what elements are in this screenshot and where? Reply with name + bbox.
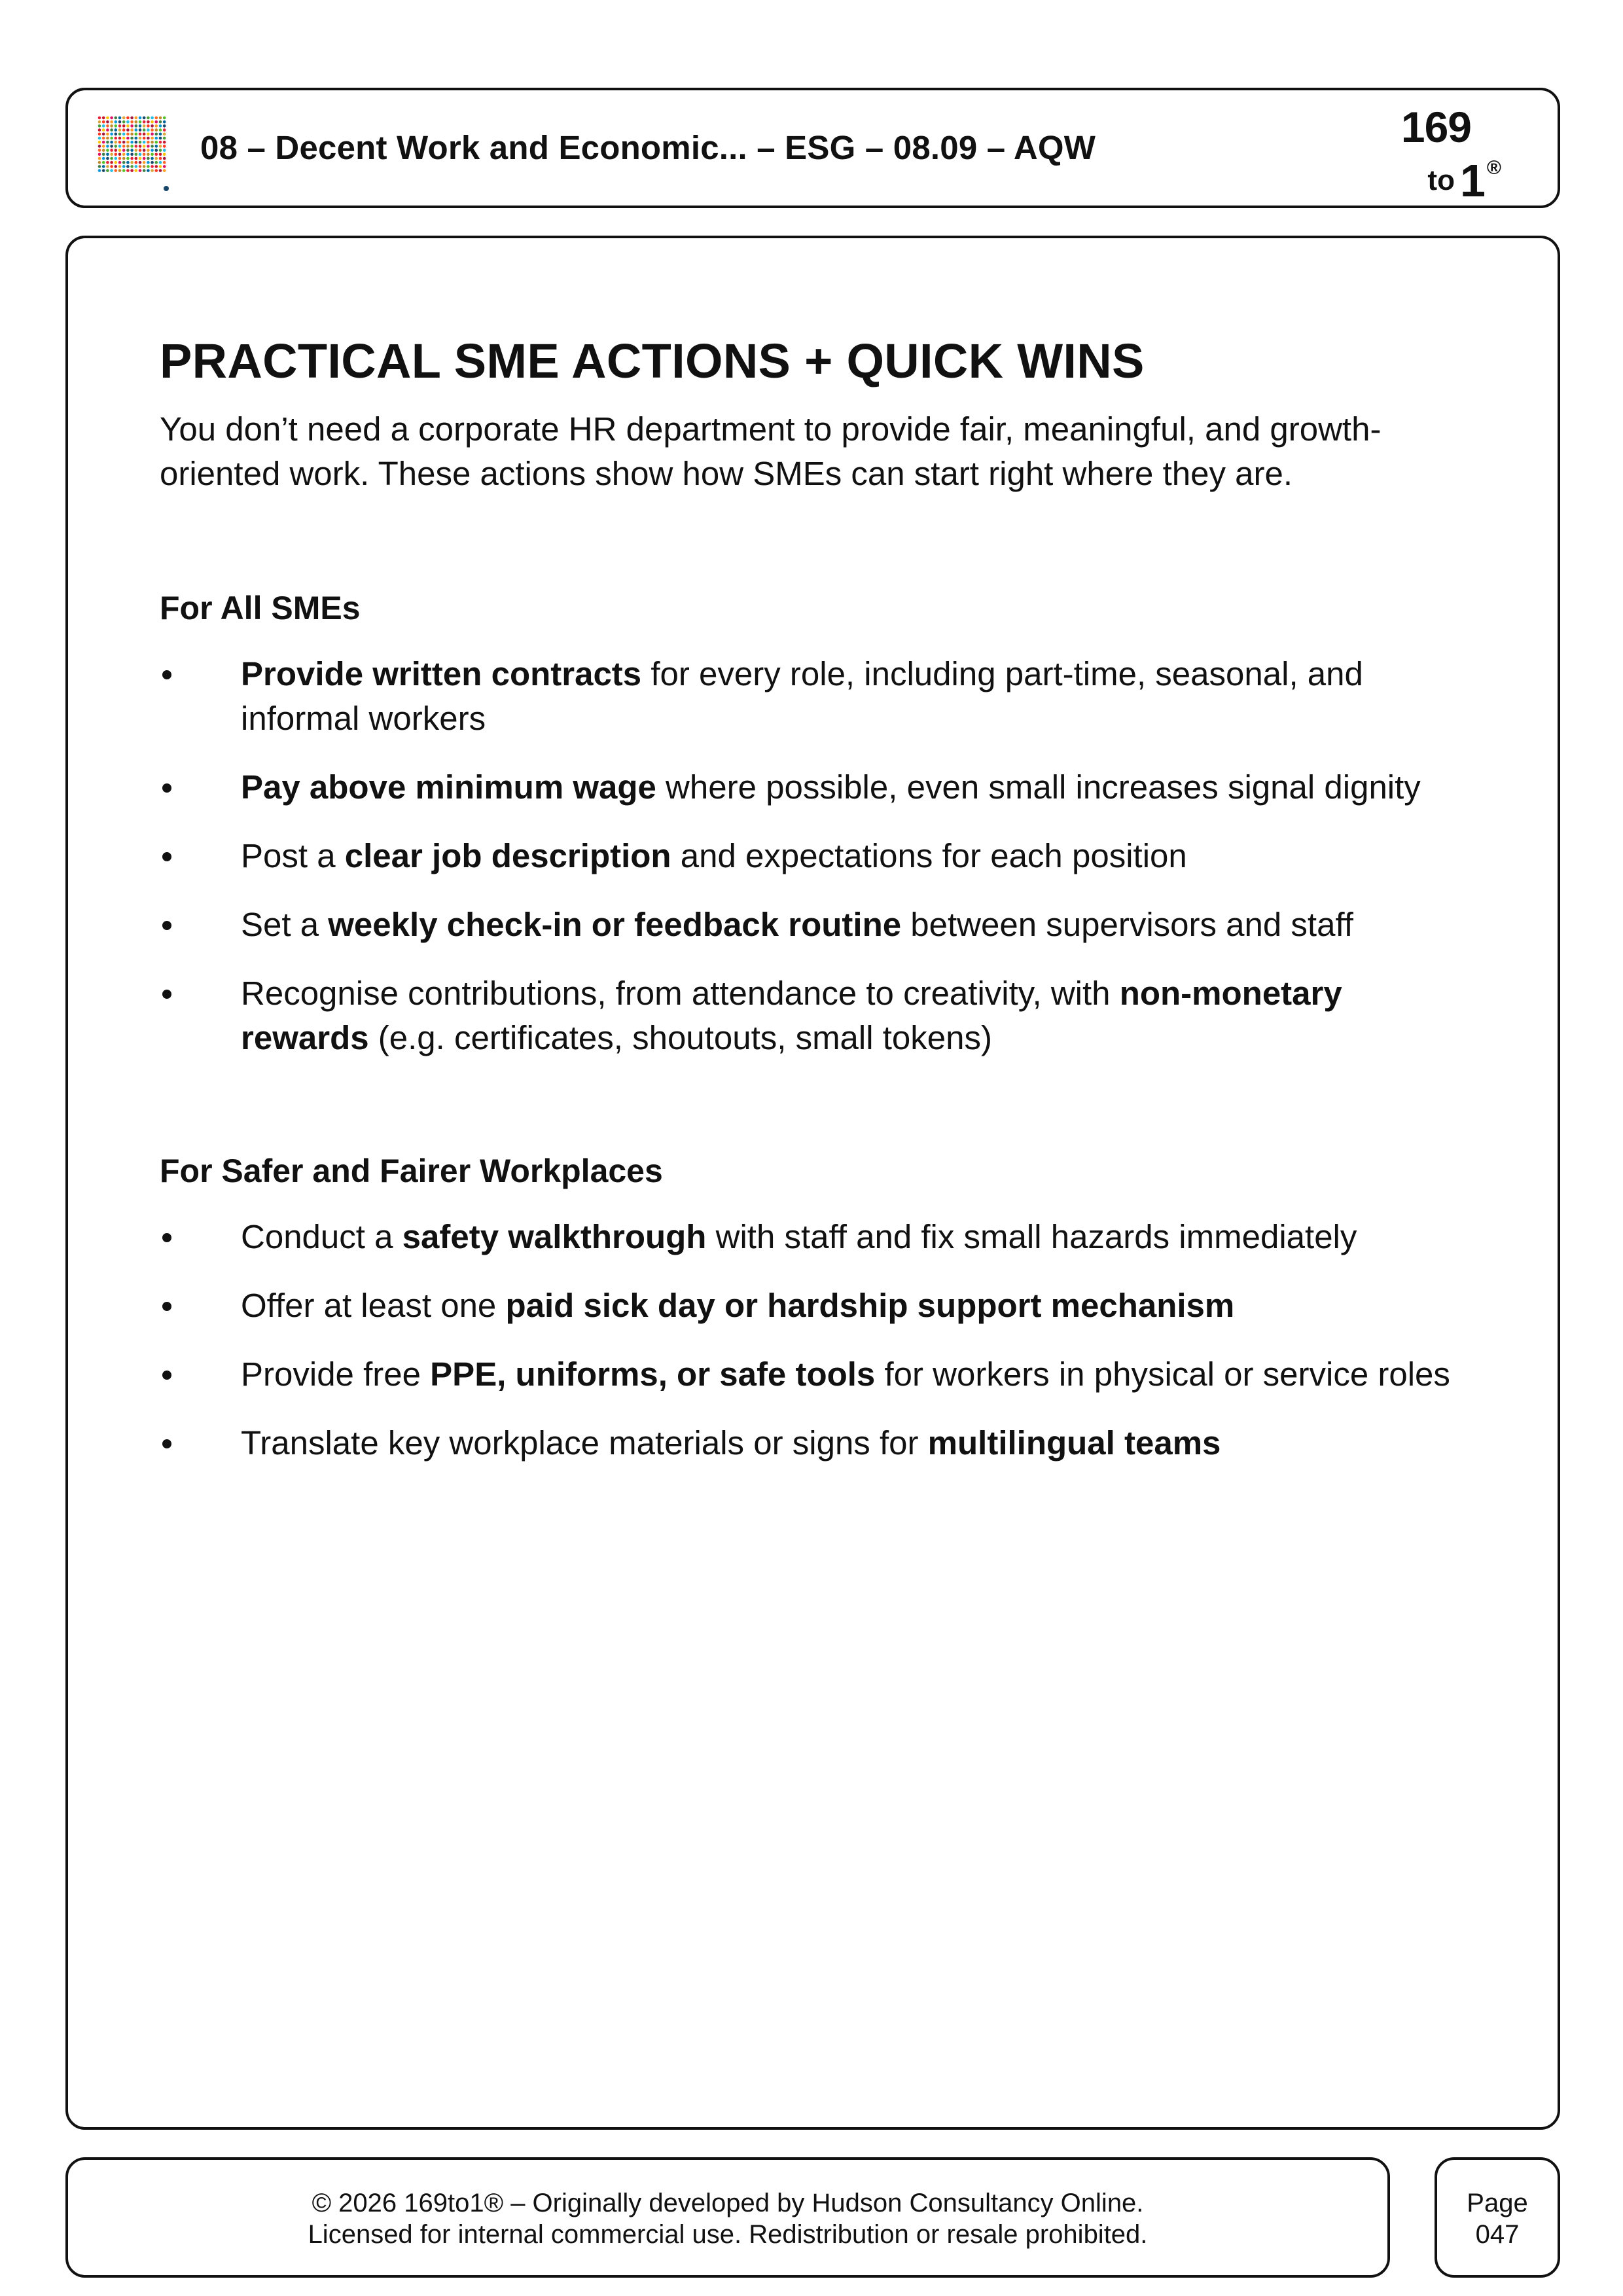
page-title: PRACTICAL SME ACTIONS + QUICK WINS <box>160 334 1145 388</box>
bullet-icon <box>162 921 171 930</box>
bullet-icon <box>162 1302 171 1311</box>
bullet-icon <box>162 852 171 861</box>
bullet-list-all-smes <box>160 652 1475 1060</box>
section-heading-all-smes: For All SMEs <box>160 590 361 626</box>
bullet-list-safer-workplaces <box>160 1215 1475 1465</box>
bullet-icon <box>162 783 171 793</box>
list-item: Translate key workplace materials or signs for multilingual teams <box>160 1421 1475 1465</box>
list-item: Post a clear job description and expectations for each position <box>160 834 1475 878</box>
list-item: Provide free PPE, uniforms, or safe tools for workers in physical or service roles <box>160 1352 1475 1397</box>
copyright-line: © 2026 169to1® – Originally developed by Hudson Consultancy Online. <box>312 2189 1144 2217</box>
list-item: Conduct a safety walkthrough with staff and fix small hazards immediately <box>160 1215 1475 1259</box>
sdg-logo-icon <box>97 115 170 192</box>
license-line: Licensed for internal commercial use. Redistribution or resale prohibited. <box>308 2220 1148 2249</box>
document-title: 08 – Decent Work and Economic... – ESG – 08.09 – AQW <box>200 129 1096 166</box>
page-label: Page <box>1467 2189 1528 2217</box>
brand-logo <box>1390 96 1501 207</box>
page-number: 047 <box>1475 2220 1520 2249</box>
list-item: Set a weekly check-in or feedback routine between supervisors and staff <box>160 903 1475 947</box>
list-item: Pay above minimum wage where possible, even small increases signal dignity <box>160 765 1475 810</box>
bullet-icon <box>162 1439 171 1448</box>
page-number-box <box>1435 2157 1560 2278</box>
list-item: Offer at least one paid sick day or hardship support mechanism <box>160 1283 1475 1328</box>
brand-registered-mark: ® <box>1486 157 1501 179</box>
header-bar <box>65 88 1560 208</box>
brand-to: to <box>1427 164 1455 196</box>
bullet-icon <box>162 990 171 999</box>
bullet-icon <box>162 1371 171 1380</box>
list-item: Recognise contributions, from attendance to creativity, with non-monetary rewards (e.g. certificates, shoutouts, small tokens) <box>160 971 1475 1060</box>
content-panel <box>65 236 1560 2130</box>
list-item: Provide written contracts for every role, including part-time, seasonal, and informal workers <box>160 652 1475 741</box>
intro-paragraph: You don’t need a corporate HR department to provide fair, meaningful, and growth-oriented work. These actions show how SMEs can start right where they are. <box>160 410 1382 492</box>
bullet-icon <box>162 670 171 679</box>
footer-copyright <box>65 2157 1390 2278</box>
section-heading-safer-workplaces: For Safer and Fairer Workplaces <box>160 1153 663 1189</box>
brand-number: 169 <box>1400 103 1471 151</box>
brand-one: 1 <box>1459 155 1486 206</box>
bullet-icon <box>162 1233 171 1242</box>
